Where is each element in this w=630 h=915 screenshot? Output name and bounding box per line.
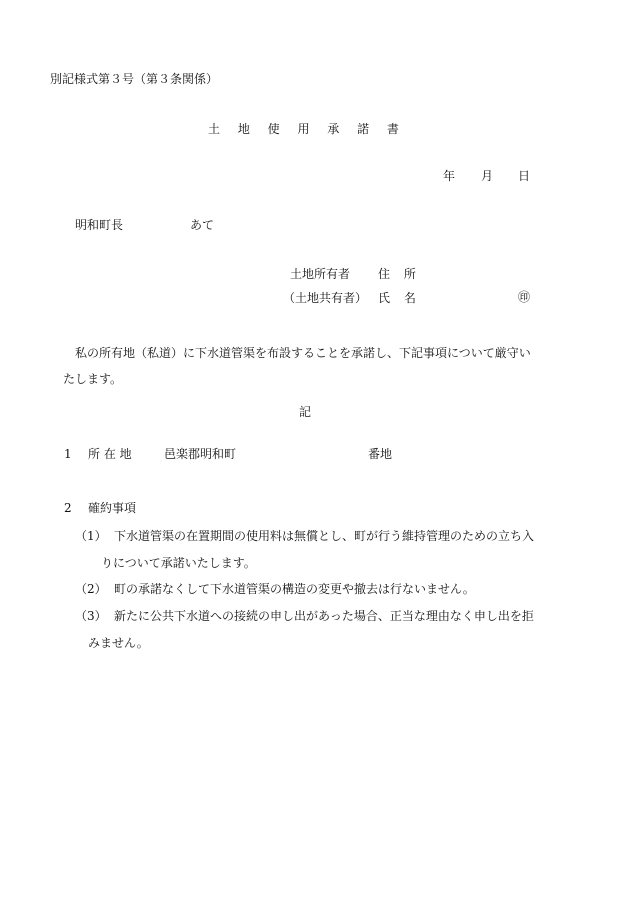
agreement-item-number: （1）: [75, 529, 107, 543]
agreement-item-number: （2）: [75, 582, 107, 596]
location-suffix: 番地: [368, 447, 393, 461]
addressee-name: 明和町長: [75, 218, 124, 232]
agreement-item-line-2: りについて承諾いたします。: [101, 556, 256, 570]
date-day-label: 日: [518, 169, 531, 183]
agreement-item-number: （3）: [75, 609, 107, 623]
seal-mark: ㊞: [518, 290, 531, 304]
document-title: 土 地 使 用 承 諾 書: [208, 122, 399, 136]
agreement-item-line-1: 町の承諾なくして下水道管渠の構造の変更や撤去は行ないません。: [114, 582, 475, 596]
agreement-number: 2: [64, 501, 72, 515]
location-value: 邑楽郡明和町: [164, 447, 237, 461]
date-year-label: 年: [443, 169, 456, 183]
body-line-2: たします。: [63, 372, 123, 386]
note-heading: 記: [299, 405, 312, 419]
body-line-1: 私の所有地（私道）に下水道管渠を布設することを承諾し、下記事項について厳守い: [75, 346, 531, 360]
owner-label: 土地所有者: [290, 267, 351, 281]
addressee-suffix: あて: [190, 218, 215, 232]
agreement-item-line-2: みません。: [88, 636, 149, 650]
form-number: 別記様式第３号（第３条関係）: [50, 72, 219, 86]
date-month-label: 月: [481, 169, 494, 183]
co-owner-label: （土地共有者）: [283, 291, 368, 305]
location-label: 所 在 地: [88, 447, 132, 461]
owner-name-label: 氏 名: [378, 291, 416, 305]
location-number: 1: [64, 447, 72, 461]
owner-address-label: 住 所: [378, 267, 416, 281]
agreement-item-line-1: 下水道管渠の在置期間の使用料は無償とし、町が行う維持管理のための立ち入: [114, 529, 535, 543]
agreement-label: 確約事項: [88, 501, 137, 515]
agreement-item-line-1: 新たに公共下水道への接続の申し出があった場合、正当な理由なく申し出を拒: [114, 609, 534, 623]
